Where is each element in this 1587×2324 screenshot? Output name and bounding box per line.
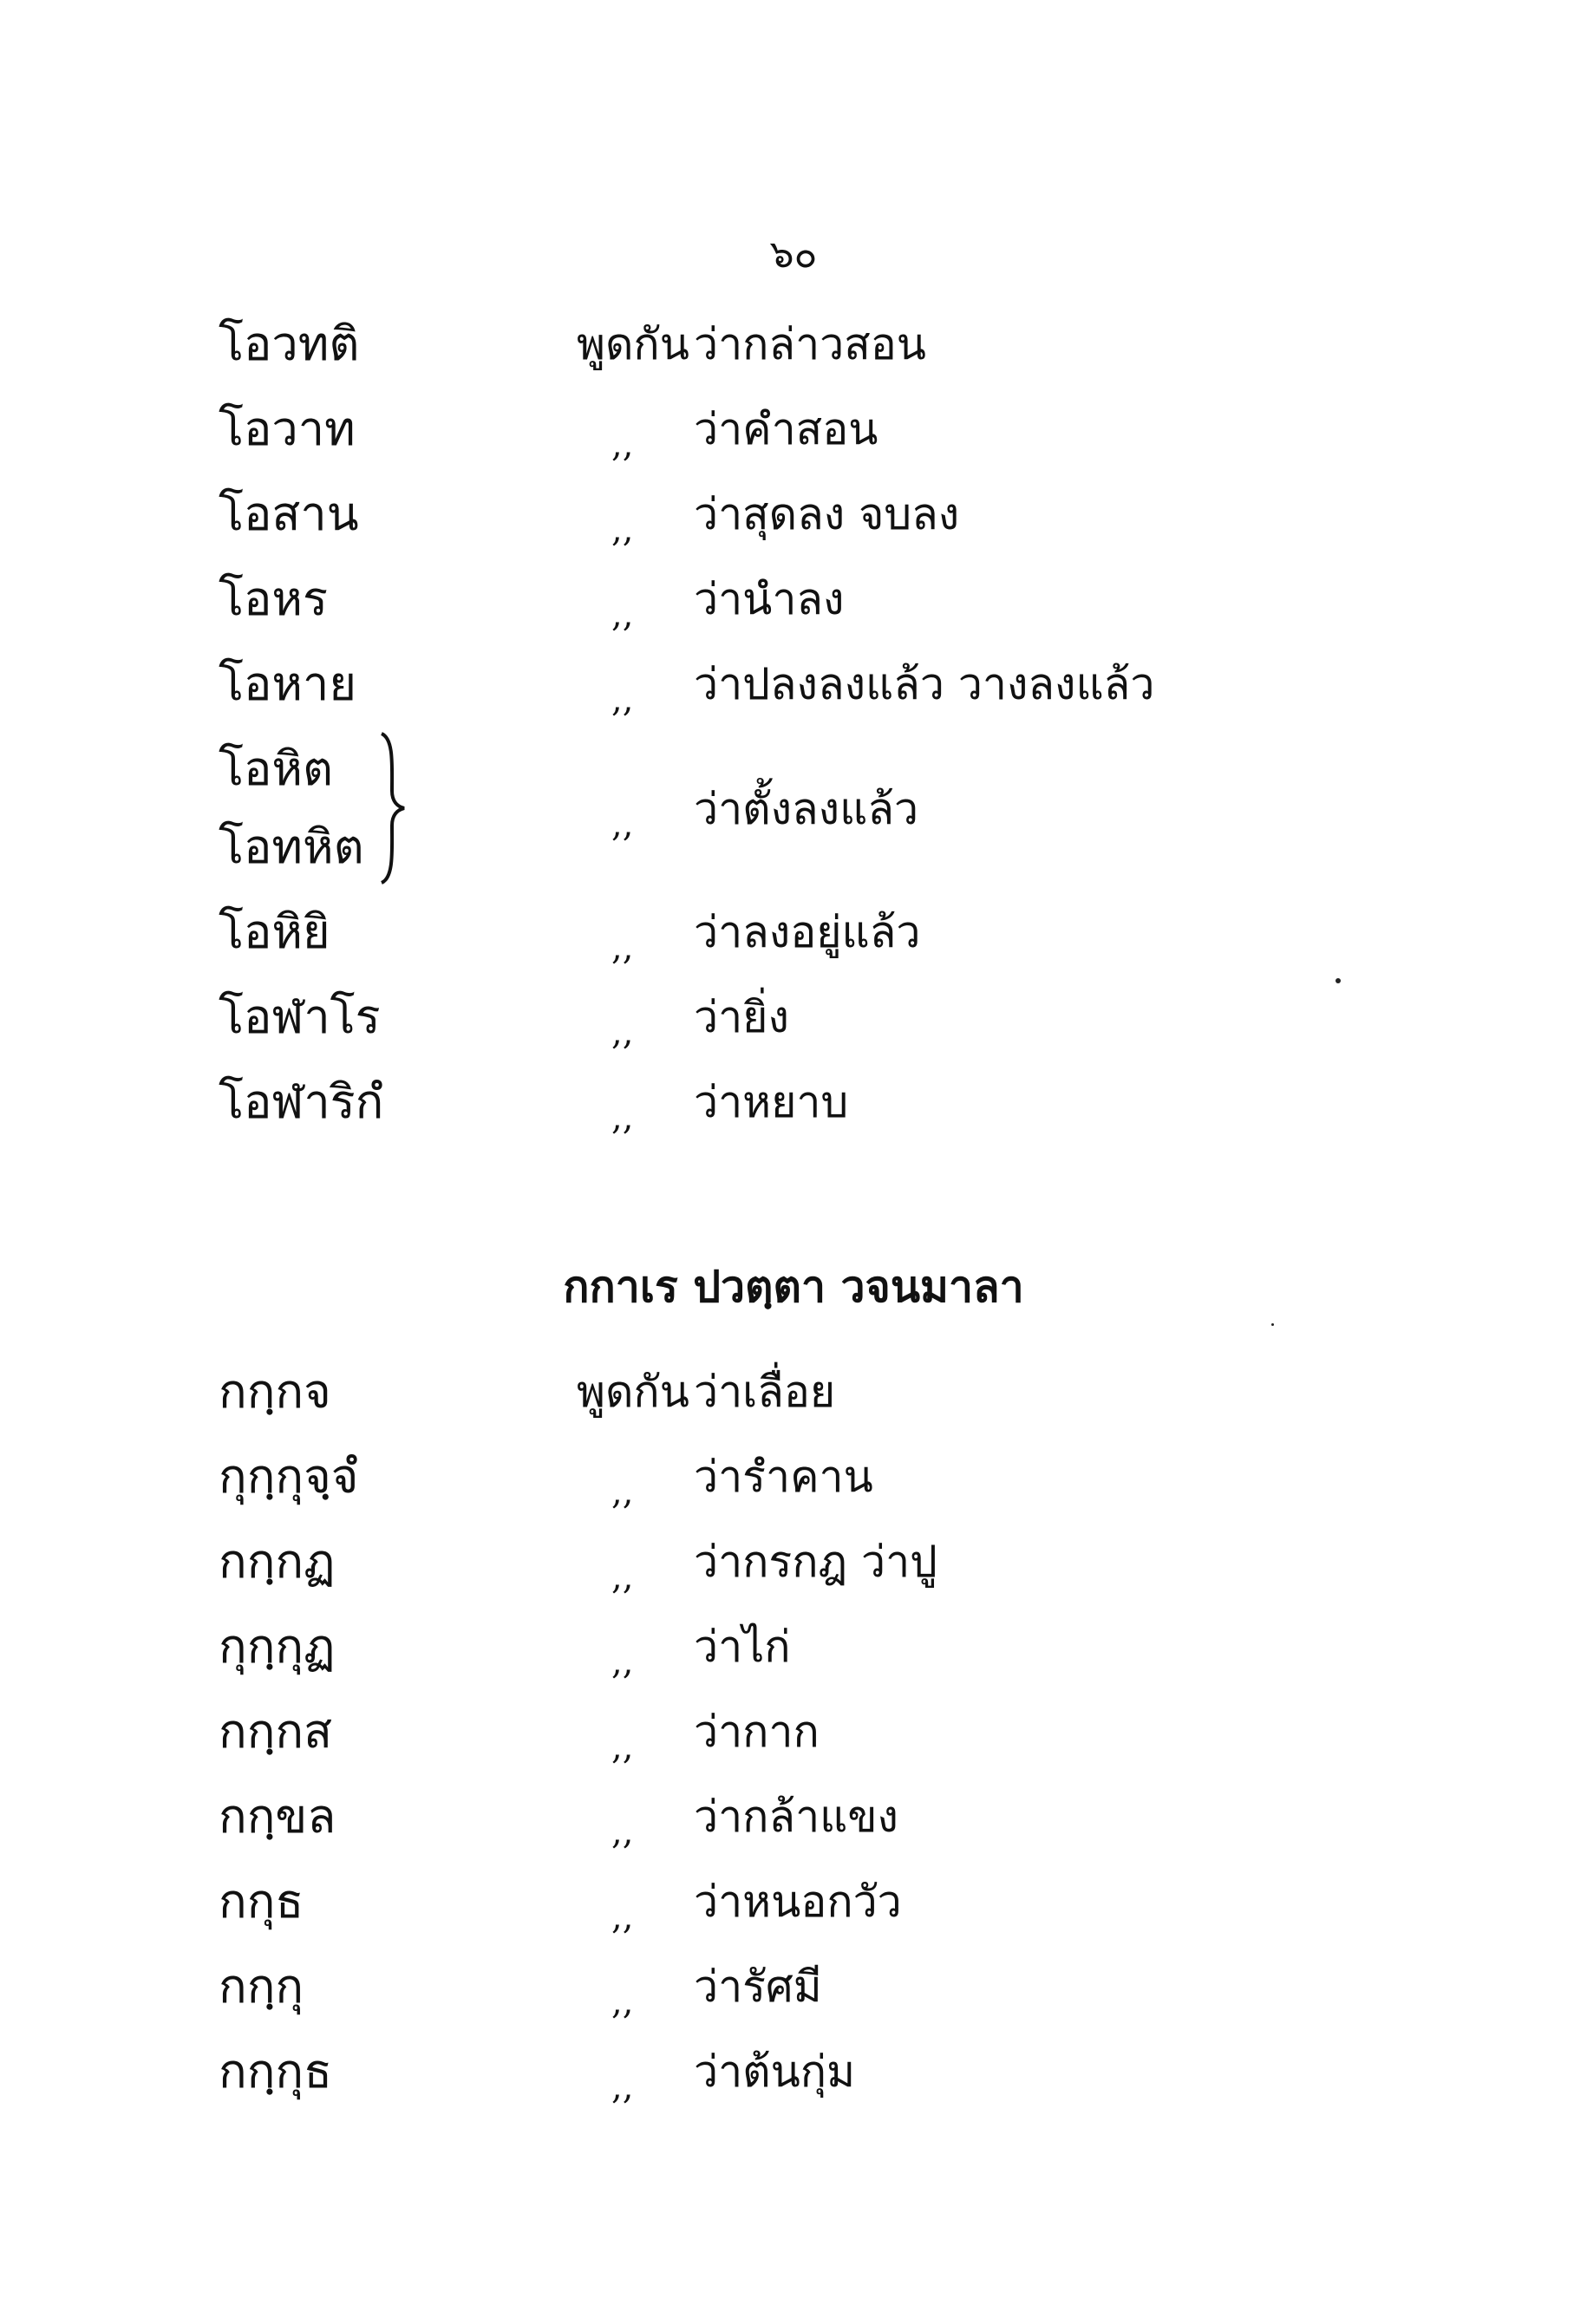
list-item bbox=[0, 2033, 1587, 2111]
entry-term: กกฺกฏ bbox=[219, 1534, 336, 1589]
entry-term: โอหิต bbox=[219, 741, 334, 796]
entry-meaning: ว่ากล้าแขง bbox=[694, 1792, 898, 1842]
list-item bbox=[0, 645, 1587, 723]
ditto-mark: ,, bbox=[611, 1727, 634, 1767]
entry-term: โอทหิต bbox=[219, 819, 364, 874]
list-item bbox=[0, 1948, 1587, 2026]
entry-meaning: ว่ากาก bbox=[694, 1707, 820, 1757]
ditto-mark: ,, bbox=[611, 805, 634, 845]
entry-meaning: ว่ายิ่ง bbox=[694, 992, 789, 1042]
entry-meaning: ว่ารำคาน bbox=[694, 1452, 873, 1502]
entry-meaning: ว่าต้นกุ่ม bbox=[694, 2047, 856, 2097]
entry-meaning: ว่าไก่ bbox=[694, 1622, 791, 1672]
entry-term: โอฬาริกํ bbox=[219, 1074, 384, 1129]
entry-term: กกุธ bbox=[219, 1874, 304, 1929]
scan-speck bbox=[1271, 1323, 1274, 1326]
ditto-mark: ,, bbox=[611, 680, 634, 720]
ditto-mark: ,, bbox=[611, 595, 634, 635]
ditto-mark: ,, bbox=[611, 425, 634, 465]
ditto-mark: ,, bbox=[611, 1472, 634, 1512]
ditto-mark: ,, bbox=[611, 928, 634, 968]
list-item bbox=[0, 390, 1587, 468]
ditto-mark: ,, bbox=[611, 1642, 634, 1682]
entry-term: กุกฺกุฏ bbox=[219, 1619, 336, 1674]
entry-term: โอฬาโร bbox=[219, 989, 381, 1044]
entry-term: โอวทติ bbox=[219, 317, 360, 371]
entry-meaning: ว่าคำสอน bbox=[694, 404, 878, 454]
entry-term: โอหร bbox=[219, 571, 329, 626]
list-item bbox=[0, 1778, 1587, 1856]
entry-term: โอสาน bbox=[219, 486, 359, 541]
ditto-mark: ,, bbox=[611, 1557, 634, 1597]
entry-term: โอหาย bbox=[219, 656, 356, 711]
entry-term: กุกฺกุจฺจํ bbox=[219, 1449, 359, 1504]
list-item bbox=[0, 1523, 1587, 1601]
entry-meaning: ว่าหนอกวัว bbox=[694, 1877, 902, 1927]
entry-meaning: ว่าเลื่อย bbox=[694, 1367, 836, 1417]
entry-meaning: ว่าลงอยู่แล้ว bbox=[694, 907, 921, 957]
entry-meaning: ว่านำลง bbox=[694, 574, 845, 624]
list-item bbox=[0, 893, 1587, 971]
entry-term: กกฺกส bbox=[219, 1704, 333, 1759]
ditto-mark: ,, bbox=[611, 510, 634, 550]
list-item bbox=[0, 1063, 1587, 1141]
ditto-mark: ,, bbox=[611, 1098, 634, 1138]
list-item bbox=[0, 1608, 1587, 1686]
list-item bbox=[0, 1863, 1587, 1941]
list-item bbox=[0, 1438, 1587, 1516]
entry-term: กกฺขล bbox=[219, 1789, 336, 1844]
entry-prefix: พูดกัน bbox=[577, 1367, 689, 1417]
ditto-mark: ,, bbox=[611, 1982, 634, 2022]
entry-prefix: พูดกัน bbox=[577, 319, 689, 369]
list-item bbox=[0, 1353, 1587, 1431]
section-heading: กกาเร ปวตฺตา วจนมาลา bbox=[563, 1261, 1024, 1312]
ditto-mark: ,, bbox=[611, 1812, 634, 1852]
entry-term: กกฺกุธ bbox=[219, 2044, 333, 2099]
ditto-mark: ,, bbox=[611, 1897, 634, 1937]
entry-meaning: ว่ากล่าวสอน bbox=[694, 319, 926, 369]
list-item bbox=[0, 1693, 1587, 1771]
entry-meaning: ว่ารัศมี bbox=[694, 1962, 822, 2012]
entry-meaning: ว่าหยาบ bbox=[694, 1077, 849, 1127]
page-number: ๖๐ bbox=[769, 232, 818, 277]
list-item bbox=[0, 770, 1587, 848]
entry-meaning: ว่าปลงลงแล้ว วางลงแล้ว bbox=[694, 659, 1155, 709]
entry-meaning: ว่ากรกฎ ว่าปู bbox=[694, 1537, 937, 1587]
entry-term: กกฺกจ bbox=[219, 1364, 331, 1419]
ditto-mark: ,, bbox=[611, 1013, 634, 1053]
scan-speck bbox=[1336, 978, 1341, 983]
list-item bbox=[0, 560, 1587, 638]
list-item bbox=[0, 978, 1587, 1056]
entry-term: กกฺกุ bbox=[219, 1959, 304, 2014]
entry-term: โอวาท bbox=[219, 401, 356, 456]
ditto-mark: ,, bbox=[611, 2067, 634, 2107]
list-item bbox=[0, 305, 1587, 383]
list-item bbox=[0, 475, 1587, 553]
entry-meaning: ว่าตั้งลงแล้ว bbox=[694, 784, 919, 834]
entry-term: โอหิยิ bbox=[219, 904, 330, 959]
entry-meaning: ว่าสุดลง จบลง bbox=[694, 489, 960, 539]
